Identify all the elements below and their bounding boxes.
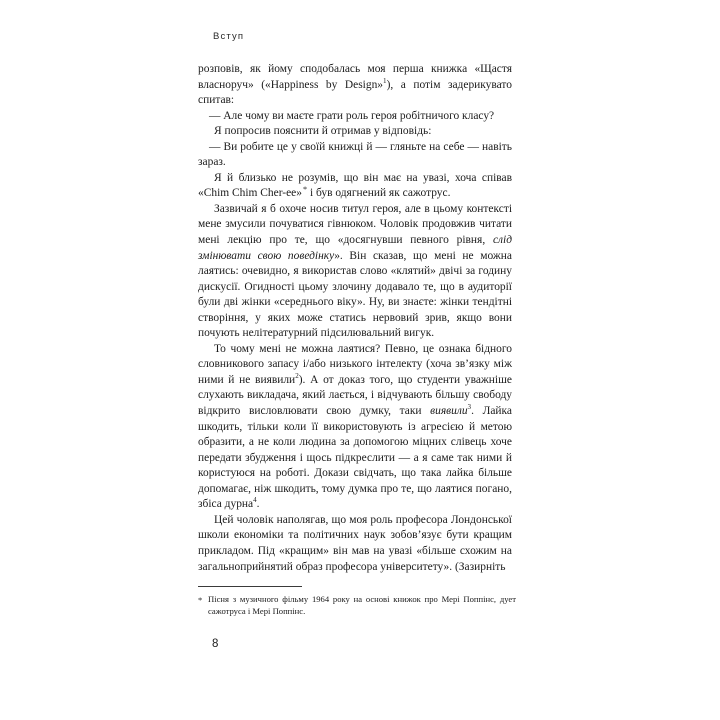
footnote-ref-2: 2 [295, 372, 299, 381]
page-number: 8 [212, 638, 219, 650]
paragraph-why-not-swear: То чому мені не можна лаятися? Певно, це ознака бідного словникового запасу і/або низького інтелекту (хоча зв’язку між ними й не виявили$^2$). А от доказ того, що студенти уважніше слухають викладача, який лається, і відчувають більшу свободу відкрито висловлювати свою думку, таки виявили$^3$. Лайка шкодить, тільки коли її використовують із агресією й метою образити, а не коли людина за допомогою міцних слівець хоче передати збудження і щось підкреслити — а я саме так ними й користуюся на роботі. Докази свідчать, що така лайка більше допомагає, ніж шкодить, тому думка про те, що лаятися погано, збіса дурна$^4$. [198, 342, 512, 511]
footnote-area [198, 586, 516, 617]
footnote-marker-asterisk: * [198, 595, 203, 605]
footnote-ref-4: 4 [253, 496, 257, 505]
paragraph-chim-chim: Я й близько не розумів, що він має на увазі, хоча співав «Chim Chim Cher-ee»* і був одягнений як сажотрус. [198, 171, 512, 200]
footnote-body-text: Пісня з музичного фільму 1964 року на основі книжок про Мері Поппінс, дует сажотруса і Мері Поппінс. [208, 594, 516, 616]
footnote-ref-asterisk: * [302, 184, 308, 194]
emphasis-found: виявили [430, 405, 468, 418]
paragraph-lse-professor: Цей чоловік наполягав, що моя роль професора Лондонської школи економіки та політичних наук зобов’язує бути кращим прикладом. Під «кращим» він мав на увазі «більше схожим на загальноприйнятий образ професора університету». (Зазирніть [198, 513, 512, 573]
emphasis-change-behaviour: слід змінювати свою поведінку [198, 234, 512, 262]
paragraph-hero-title: Зазвичай я б охоче носив титул героя, але в цьому контексті мене змусили почуватися гівнюком. Чоловік продовжив читати мені лекцію про те, що «досягнувши певного рівня, слід змінювати свою поведінку». Він сказав, що мені не можна лаятись: очевидно, я використав слово «клятий» двічі за годину дискусії. Огидності цьому злочину додавало те, що в аудиторії були дві жінки «середнього віку». Ну, ви знаєте: жінки тендітні створіння, у яких може статись нервовий зрив, якщо вони почують нелітературний підсилювальний вигук. [198, 202, 512, 340]
paragraph-dialogue-2: — Ви робите це у своїй книжці й — гляньте на себе — навіть зараз. [198, 140, 512, 169]
paragraph-dialogue-1: — Але чому ви маєте грати роль героя робітничого класу? [209, 109, 495, 122]
paragraph-continued: розповів, як йому сподобалась моя перша книжка «Щастя власноруч» («Happiness by Design»$^1$), а потім задерикувато спитав: [198, 63, 512, 107]
body-text-column [198, 62, 512, 575]
footnote-ref-3: 3 [467, 403, 472, 412]
running-head: Вступ [213, 31, 245, 42]
paragraph-answer-intro: Я попросив пояснити й отримав у відповідь: [214, 125, 432, 138]
footnote-separator-rule [198, 586, 302, 587]
footnote-ref-1: 1 [383, 76, 387, 85]
footnote-entry [198, 594, 516, 617]
